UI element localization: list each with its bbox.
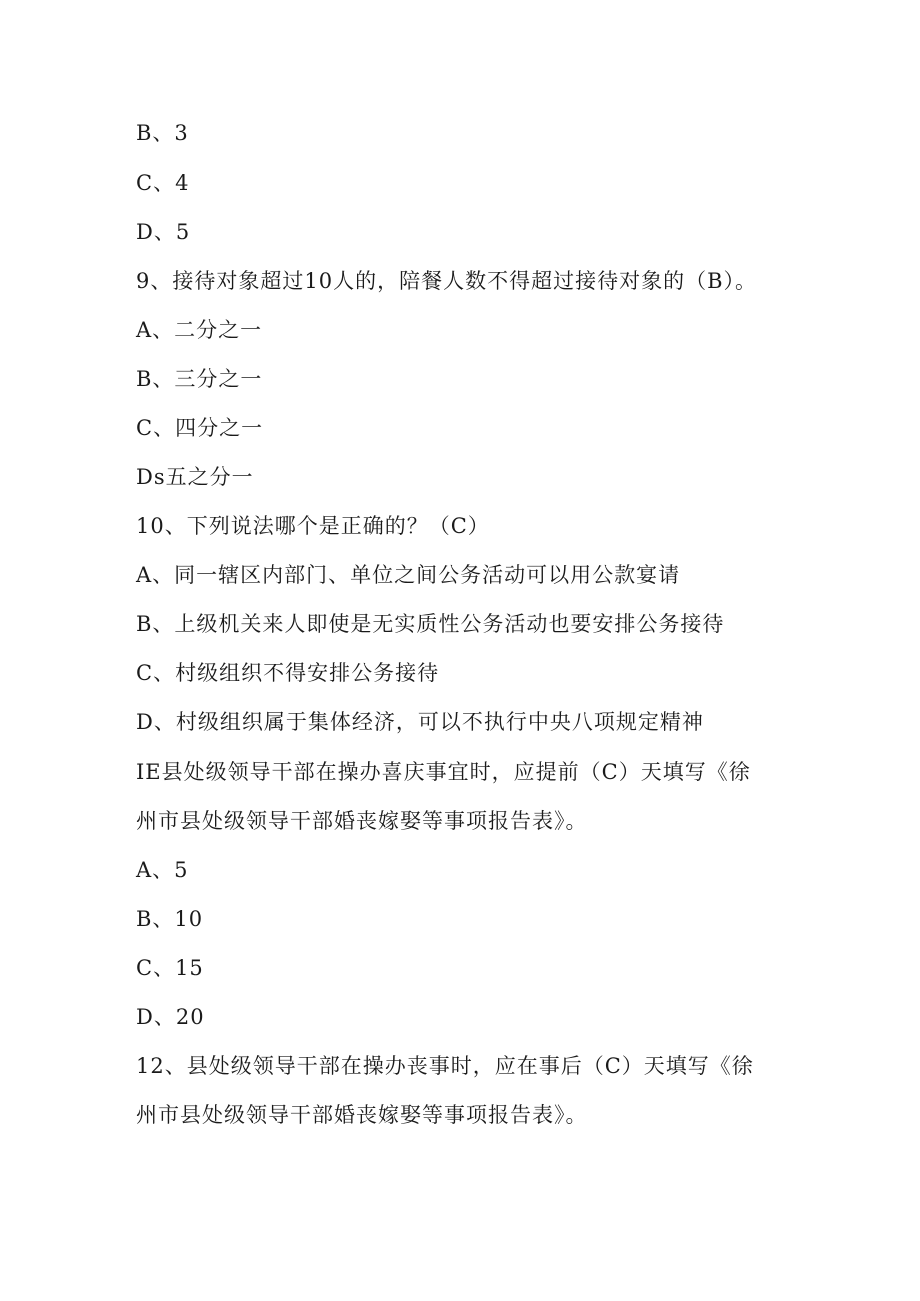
option-c-q11: C、15 [136, 956, 204, 980]
option-d-q9: Ds五之分一 [136, 465, 254, 489]
question-12-continued: 州市县处级领导干部婚丧嫁娶等事项报告表》。 [136, 1103, 588, 1127]
option-b-q9: B、三分之一 [136, 367, 263, 391]
question-11-continued: 州市县处级领导干部婚丧嫁娶等事项报告表》。 [136, 809, 588, 833]
option-c-q8: C、4 [136, 171, 190, 195]
option-c-q10: C、村级组织不得安排公务接待 [136, 661, 440, 685]
option-a-q11: A、5 [136, 858, 189, 882]
question-10: 10、下列说法哪个是正确的？（C） [136, 514, 490, 538]
option-a-q10: A、同一辖区内部门、单位之间公务活动可以用公款宴请 [136, 563, 681, 587]
option-b-q8: B、3 [136, 121, 189, 145]
option-d-q10: D、村级组织属于集体经济，可以不执行中央八项规定精神 [136, 710, 704, 734]
option-d-q8: D、5 [136, 220, 191, 244]
option-d-q11: D、20 [136, 1005, 205, 1029]
question-11: IE县处级领导干部在操办喜庆事宜时，应提前（C）天填写《徐 [136, 760, 751, 784]
option-b-q10: B、上级机关来人即使是无实质性公务活动也要安排公务接待 [136, 612, 725, 636]
option-b-q11: B、10 [136, 907, 204, 931]
question-9: 9、接待对象超过10人的，陪餐人数不得超过接待对象的（B）。 [136, 269, 758, 293]
question-12: 12、县处级领导干部在操办丧事时，应在事后（C）天填写《徐 [136, 1054, 754, 1078]
option-c-q9: C、四分之一 [136, 416, 264, 440]
option-a-q9: A、二分之一 [136, 318, 263, 342]
